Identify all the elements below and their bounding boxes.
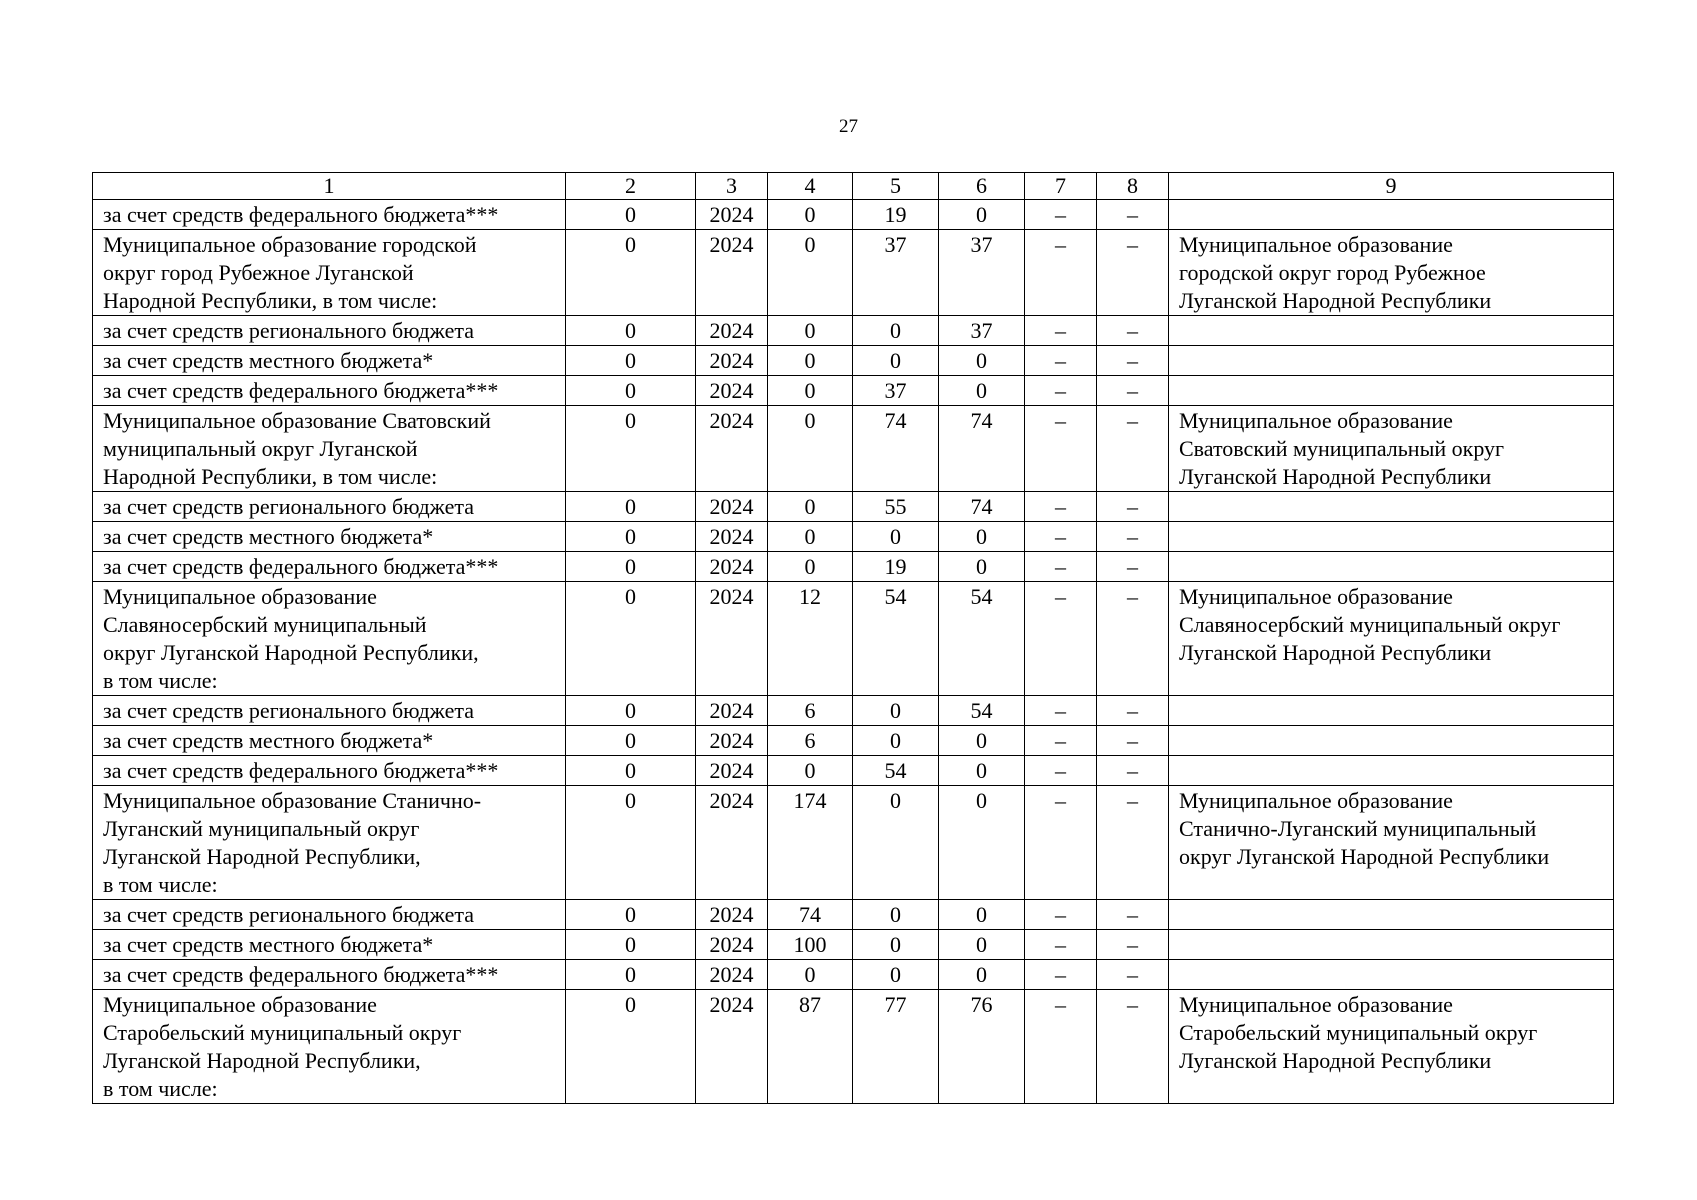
year-cell: 2024: [696, 990, 768, 1104]
value-cell: 12: [768, 582, 853, 696]
table-row: [93, 990, 1614, 1104]
description-cell: за счет средств местного бюджета*: [93, 346, 566, 376]
executor-cell: Муниципальное образование городской округ город Рубежное Луганской Народной Республики: [1169, 230, 1614, 316]
dash-cell: –: [1097, 522, 1169, 552]
value-cell: 0: [566, 786, 696, 900]
year-cell: 2024: [696, 726, 768, 756]
executor-cell: [1169, 200, 1614, 230]
column-header: 5: [853, 173, 939, 200]
description-cell: за счет средств федерального бюджета***: [93, 756, 566, 786]
value-cell: 0: [566, 990, 696, 1104]
description-cell: за счет средств регионального бюджета: [93, 900, 566, 930]
column-header: 8: [1097, 173, 1169, 200]
executor-cell: Муниципальное образование Славяносербский муниципальный округ Луганской Народной Республики: [1169, 582, 1614, 696]
table-row: [93, 582, 1614, 696]
dash-cell: –: [1097, 552, 1169, 582]
year-cell: 2024: [696, 960, 768, 990]
year-cell: 2024: [696, 492, 768, 522]
executor-cell: [1169, 726, 1614, 756]
table-header-row: [93, 173, 1614, 200]
value-cell: 74: [939, 406, 1025, 492]
value-cell: 0: [566, 900, 696, 930]
dash-cell: –: [1025, 582, 1097, 696]
value-cell: 6: [768, 726, 853, 756]
value-cell: 54: [939, 696, 1025, 726]
dash-cell: –: [1025, 990, 1097, 1104]
value-cell: 0: [566, 492, 696, 522]
year-cell: 2024: [696, 696, 768, 726]
column-header: 7: [1025, 173, 1097, 200]
year-cell: 2024: [696, 930, 768, 960]
dash-cell: –: [1097, 200, 1169, 230]
year-cell: 2024: [696, 200, 768, 230]
description-cell: за счет средств местного бюджета*: [93, 522, 566, 552]
value-cell: 0: [768, 230, 853, 316]
dash-cell: –: [1025, 696, 1097, 726]
value-cell: 0: [768, 756, 853, 786]
table-row: [93, 230, 1614, 316]
table-row: [93, 492, 1614, 522]
column-header: 9: [1169, 173, 1614, 200]
executor-cell: Муниципальное образование Старобельский муниципальный округ Луганской Народной Республики: [1169, 990, 1614, 1104]
table-row: [93, 346, 1614, 376]
dash-cell: –: [1097, 756, 1169, 786]
value-cell: 0: [566, 230, 696, 316]
value-cell: 100: [768, 930, 853, 960]
value-cell: 0: [853, 726, 939, 756]
executor-cell: [1169, 930, 1614, 960]
description-cell: за счет средств федерального бюджета***: [93, 200, 566, 230]
dash-cell: –: [1097, 346, 1169, 376]
description-cell: за счет средств федерального бюджета***: [93, 960, 566, 990]
executor-cell: Муниципальное образование Сватовский муниципальный округ Луганской Народной Республики: [1169, 406, 1614, 492]
value-cell: 0: [566, 552, 696, 582]
dash-cell: –: [1097, 960, 1169, 990]
value-cell: 0: [853, 316, 939, 346]
dash-cell: –: [1025, 406, 1097, 492]
value-cell: 55: [853, 492, 939, 522]
value-cell: 0: [566, 756, 696, 786]
value-cell: 0: [939, 346, 1025, 376]
value-cell: 0: [853, 930, 939, 960]
description-cell: Муниципальное образование Сватовский муниципальный округ Луганской Народной Республики, в том числе:: [93, 406, 566, 492]
dash-cell: –: [1025, 492, 1097, 522]
dash-cell: –: [1025, 552, 1097, 582]
data-table: [92, 172, 1614, 1104]
value-cell: 0: [566, 696, 696, 726]
value-cell: 0: [768, 200, 853, 230]
value-cell: 0: [566, 582, 696, 696]
year-cell: 2024: [696, 346, 768, 376]
dash-cell: –: [1097, 376, 1169, 406]
value-cell: 0: [939, 552, 1025, 582]
value-cell: 0: [768, 552, 853, 582]
value-cell: 0: [768, 522, 853, 552]
description-cell: за счет средств федерального бюджета***: [93, 376, 566, 406]
description-cell: за счет средств регионального бюджета: [93, 696, 566, 726]
column-header: 3: [696, 173, 768, 200]
dash-cell: –: [1097, 582, 1169, 696]
dash-cell: –: [1025, 522, 1097, 552]
table-row: [93, 786, 1614, 900]
column-header: 2: [566, 173, 696, 200]
description-cell: за счет средств регионального бюджета: [93, 316, 566, 346]
value-cell: 19: [853, 200, 939, 230]
value-cell: 0: [939, 930, 1025, 960]
dash-cell: –: [1097, 900, 1169, 930]
value-cell: 19: [853, 552, 939, 582]
executor-cell: [1169, 696, 1614, 726]
value-cell: 0: [939, 960, 1025, 990]
value-cell: 0: [566, 346, 696, 376]
value-cell: 0: [566, 930, 696, 960]
year-cell: 2024: [696, 376, 768, 406]
dash-cell: –: [1097, 406, 1169, 492]
value-cell: 74: [768, 900, 853, 930]
value-cell: 0: [768, 406, 853, 492]
dash-cell: –: [1097, 492, 1169, 522]
executor-cell: [1169, 552, 1614, 582]
dash-cell: –: [1097, 930, 1169, 960]
value-cell: 0: [768, 376, 853, 406]
value-cell: 0: [566, 522, 696, 552]
value-cell: 54: [939, 582, 1025, 696]
value-cell: 0: [566, 200, 696, 230]
value-cell: 37: [939, 230, 1025, 316]
description-cell: Муниципальное образование Старобельский муниципальный округ Луганской Народной Республики, в том числе:: [93, 990, 566, 1104]
table-row: [93, 316, 1614, 346]
value-cell: 0: [566, 316, 696, 346]
value-cell: 0: [853, 786, 939, 900]
executor-cell: [1169, 346, 1614, 376]
year-cell: 2024: [696, 316, 768, 346]
year-cell: 2024: [696, 900, 768, 930]
dash-cell: –: [1097, 696, 1169, 726]
value-cell: 76: [939, 990, 1025, 1104]
value-cell: 0: [853, 522, 939, 552]
dash-cell: –: [1025, 960, 1097, 990]
executor-cell: [1169, 960, 1614, 990]
table-row: [93, 960, 1614, 990]
dash-cell: –: [1025, 316, 1097, 346]
column-header: 4: [768, 173, 853, 200]
dash-cell: –: [1097, 786, 1169, 900]
value-cell: 77: [853, 990, 939, 1104]
value-cell: 0: [939, 900, 1025, 930]
value-cell: 87: [768, 990, 853, 1104]
value-cell: 6: [768, 696, 853, 726]
dash-cell: –: [1025, 230, 1097, 316]
description-cell: за счет средств местного бюджета*: [93, 930, 566, 960]
value-cell: 54: [853, 756, 939, 786]
year-cell: 2024: [696, 552, 768, 582]
column-header: 1: [93, 173, 566, 200]
year-cell: 2024: [696, 522, 768, 552]
value-cell: 0: [939, 726, 1025, 756]
year-cell: 2024: [696, 786, 768, 900]
dash-cell: –: [1025, 346, 1097, 376]
table-row: [93, 376, 1614, 406]
dash-cell: –: [1097, 726, 1169, 756]
table-body: [93, 200, 1614, 1104]
value-cell: 0: [939, 376, 1025, 406]
dash-cell: –: [1097, 316, 1169, 346]
dash-cell: –: [1025, 786, 1097, 900]
table-row: [93, 696, 1614, 726]
value-cell: 0: [939, 522, 1025, 552]
value-cell: 0: [853, 346, 939, 376]
column-header: 6: [939, 173, 1025, 200]
value-cell: 74: [853, 406, 939, 492]
value-cell: 0: [939, 756, 1025, 786]
dash-cell: –: [1097, 230, 1169, 316]
year-cell: 2024: [696, 582, 768, 696]
table-row: [93, 522, 1614, 552]
value-cell: 0: [939, 786, 1025, 900]
table-row: [93, 726, 1614, 756]
year-cell: 2024: [696, 756, 768, 786]
description-cell: Муниципальное образование городской округ город Рубежное Луганской Народной Республики, в том числе:: [93, 230, 566, 316]
value-cell: 0: [768, 346, 853, 376]
value-cell: 0: [853, 696, 939, 726]
value-cell: 0: [853, 960, 939, 990]
year-cell: 2024: [696, 406, 768, 492]
dash-cell: –: [1025, 200, 1097, 230]
dash-cell: –: [1025, 756, 1097, 786]
description-cell: Муниципальное образование Станично- Луганский муниципальный округ Луганской Народной Республики, в том числе:: [93, 786, 566, 900]
value-cell: 54: [853, 582, 939, 696]
description-cell: за счет средств местного бюджета*: [93, 726, 566, 756]
value-cell: 0: [566, 726, 696, 756]
executor-cell: [1169, 376, 1614, 406]
executor-cell: [1169, 492, 1614, 522]
executor-cell: [1169, 756, 1614, 786]
description-cell: за счет средств федерального бюджета***: [93, 552, 566, 582]
executor-cell: [1169, 900, 1614, 930]
table-row: [93, 930, 1614, 960]
executor-cell: [1169, 316, 1614, 346]
value-cell: 0: [566, 960, 696, 990]
dash-cell: –: [1097, 990, 1169, 1104]
description-cell: Муниципальное образование Славяносербский муниципальный округ Луганской Народной Республики, в том числе:: [93, 582, 566, 696]
value-cell: 37: [853, 376, 939, 406]
value-cell: 0: [566, 376, 696, 406]
page-number: 27: [839, 116, 858, 137]
dash-cell: –: [1025, 930, 1097, 960]
value-cell: 74: [939, 492, 1025, 522]
value-cell: 0: [768, 316, 853, 346]
value-cell: 37: [939, 316, 1025, 346]
table-row: [93, 200, 1614, 230]
value-cell: 0: [939, 200, 1025, 230]
table-row: [93, 406, 1614, 492]
value-cell: 174: [768, 786, 853, 900]
dash-cell: –: [1025, 900, 1097, 930]
value-cell: 0: [768, 492, 853, 522]
value-cell: 37: [853, 230, 939, 316]
executor-cell: Муниципальное образование Станично-Луганский муниципальный округ Луганской Народной Республики: [1169, 786, 1614, 900]
table-row: [93, 552, 1614, 582]
value-cell: 0: [566, 406, 696, 492]
dash-cell: –: [1025, 376, 1097, 406]
description-cell: за счет средств регионального бюджета: [93, 492, 566, 522]
dash-cell: –: [1025, 726, 1097, 756]
year-cell: 2024: [696, 230, 768, 316]
table-row: [93, 900, 1614, 930]
value-cell: 0: [853, 900, 939, 930]
value-cell: 0: [768, 960, 853, 990]
table-row: [93, 756, 1614, 786]
executor-cell: [1169, 522, 1614, 552]
